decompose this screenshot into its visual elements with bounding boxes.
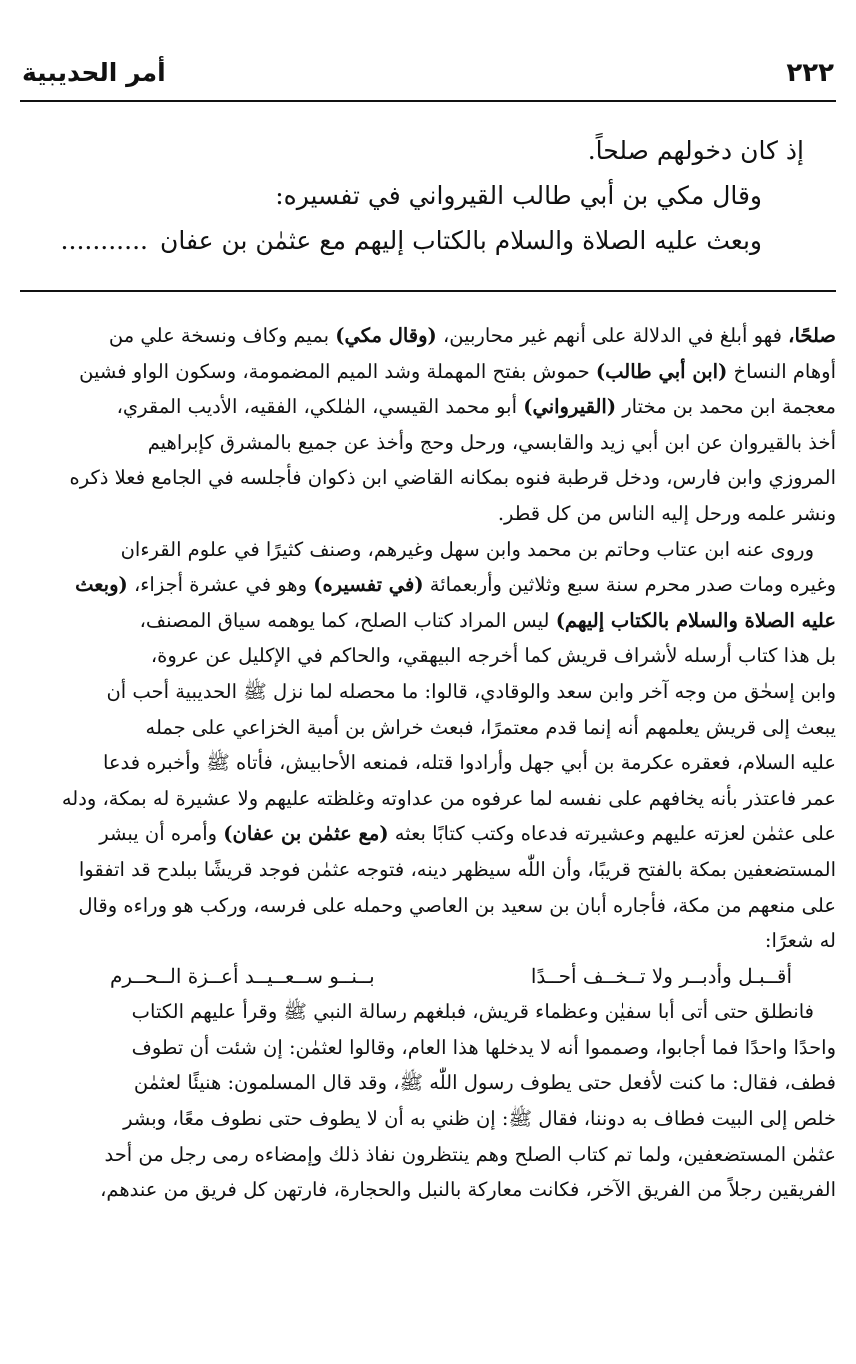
page-number: ٢٢٢ (786, 58, 834, 88)
commentary-line: أخذ بالقيروان عن ابن أبي زيد والقابسي، ورحل وحج وأخذ عن جميع بالمشرق كإبراهيم (147, 430, 836, 454)
commentary-line: المروزي وابن فارس، ودخل قرطبة فنوه بمكانه القاضي ابن ذكوان فأجلسه في الجامع فعلا ذكره (69, 466, 836, 490)
main-text-line: وبعث عليه الصلاة والسلام بالكتاب إليهم مع عثمٰن بن عفان........... (60, 226, 762, 255)
commentary-line: معجمة ابن محمد بن مختار (القيرواني) أبو محمد القيسي، المٰلكي، الفقيه، الأديب المقري، (116, 395, 836, 419)
page-header (20, 58, 836, 98)
commentary-line: ونشر علمه ورحل إليه الناس من كل قطر. (497, 501, 836, 525)
commentary-line: بل هذا كتاب أرسله لأشراف قريش كما أخرجه البيهقي، والحاكم في الإكليل عن عروة، (150, 644, 836, 668)
commentary-line: خلص إلى البيت فطاف به دوننا، فقال ﷺ: إن ظني به أن لا يطوف حتى نطوف معًا، وبشر (123, 1107, 836, 1131)
commentary-line: وغيره ومات صدر محرم سنة سبع وثلاثين وأربعمائة (في تفسيره) وهو في عشرة أجزاء، (وبعث (75, 573, 836, 597)
commentary-line: واحدًا واحدًا فما أجابوا، وصمموا أنه لا يدخلها هذا العام، وقالوا لعثمٰن: إن شئت أن تطوف (131, 1035, 836, 1059)
dotted-leader: ........... (60, 226, 148, 255)
main-text-line: إذ كان دخولهم صلحاً. (587, 136, 804, 165)
commentary-line: عمر فاعتذر بأنه يخافهم على نفسه لما عرفوه من عداوته وغلظته عليهم ولا عشيرة له بمكة، ودله (61, 786, 836, 810)
commentary (20, 318, 836, 1208)
commentary-line: وابن إسحٰق من وجه آخر وابن سعد والوقادي، قالوا: ما محصله لما نزل ﷺ الحديبية أحب أن (106, 679, 836, 703)
main-text (36, 128, 804, 263)
commentary-line: المستضعفين بمكة بالفتح قريبًا، وأن اللّٰه سيظهر دينه، فتوجه عثمٰن فوجد قريشًا ببلدح قد اتفقوا (78, 857, 836, 881)
header-divider (20, 100, 836, 102)
commentary-line: صلحًا، فهو أبلغ في الدلالة على أنهم غير محاربين، (وقال مكي) بميم وكاف ونسخة علي من (108, 324, 836, 347)
commentary-line: على منعهم من مكة، فأجاره أبان بن سعيد بن العاصي وحمله على فرسه، وركب هو وراءه وقال (78, 893, 836, 917)
poetry-verse (20, 959, 836, 995)
commentary-line: فانطلق حتى أتى أبا سفيٰن وعظماء قريش، فبلغهم رسالة النبي ﷺ وقرأ عليهم الكتاب (131, 1000, 814, 1024)
commentary-line: عليه السلام، فعقره عكرمة بن أبي جهل وأرادوا قتله، فمنعه الأحابيش، فأتاه ﷺ وأخبره فدعا (102, 751, 836, 775)
commentary-line: أوهام النساخ (ابن أبي طالب) حموش بفتح المهملة وشد الميم المضمومة، وسكون الواو فشين (79, 359, 836, 383)
commentary-line: وروى عنه ابن عتاب وحاتم بن محمد وابن سهل وغيرهم، وصنف كثيرًا في علوم القرءان (120, 537, 814, 561)
commentary-line: عليه الصلاة والسلام بالكتاب إليهم) ليس المراد كتاب الصلح، كما يوهمه سياق المصنف، (139, 608, 836, 632)
commentary-line: يبعث إلى قريش يعلمهم أنه إنما قدم معتمرًا، فبعث خراش بن أمية الخزاعي على جمله (145, 715, 836, 739)
text-commentary-divider (20, 290, 836, 292)
commentary-line: الفريقين رجلاً من الفريق الآخر، فكانت معاركة بالنبل والحجارة، فارتهن كل فريق من عندهم، (100, 1178, 836, 1202)
commentary-line: له شعرًا: (764, 929, 836, 953)
chapter-title: أمر الحديبية (22, 58, 166, 87)
commentary-line: على عثمٰن لعزته عليهم وعشيرته فدعاه وكتب كتابًا بعثه (مع عثمٰن بن عفان) وأمره أن يبشر (99, 822, 836, 846)
verse-first-hemistich: أقــبـل وأدبــر ولا تــخــف أحــدًا (530, 963, 792, 988)
main-text-line: وقال مكي بن أبي طالب القيرواني في تفسيره: (275, 181, 762, 210)
commentary-line: فطف، فقال: ما كنت لأفعل حتى يطوف رسول اللّٰه ﷺ، وقد قال المسلمون: هنيئًا لعثمٰن (133, 1071, 836, 1095)
commentary-line: عثمٰن المستضعفين، ولما تم كتاب الصلح وهم ينتظرون نفاذ ذلك وإمضاءه رمى رجل من أحد (104, 1142, 836, 1166)
verse-second-hemistich: بــنــو ســعــيــد أعــزة الــحــرم (110, 963, 375, 988)
